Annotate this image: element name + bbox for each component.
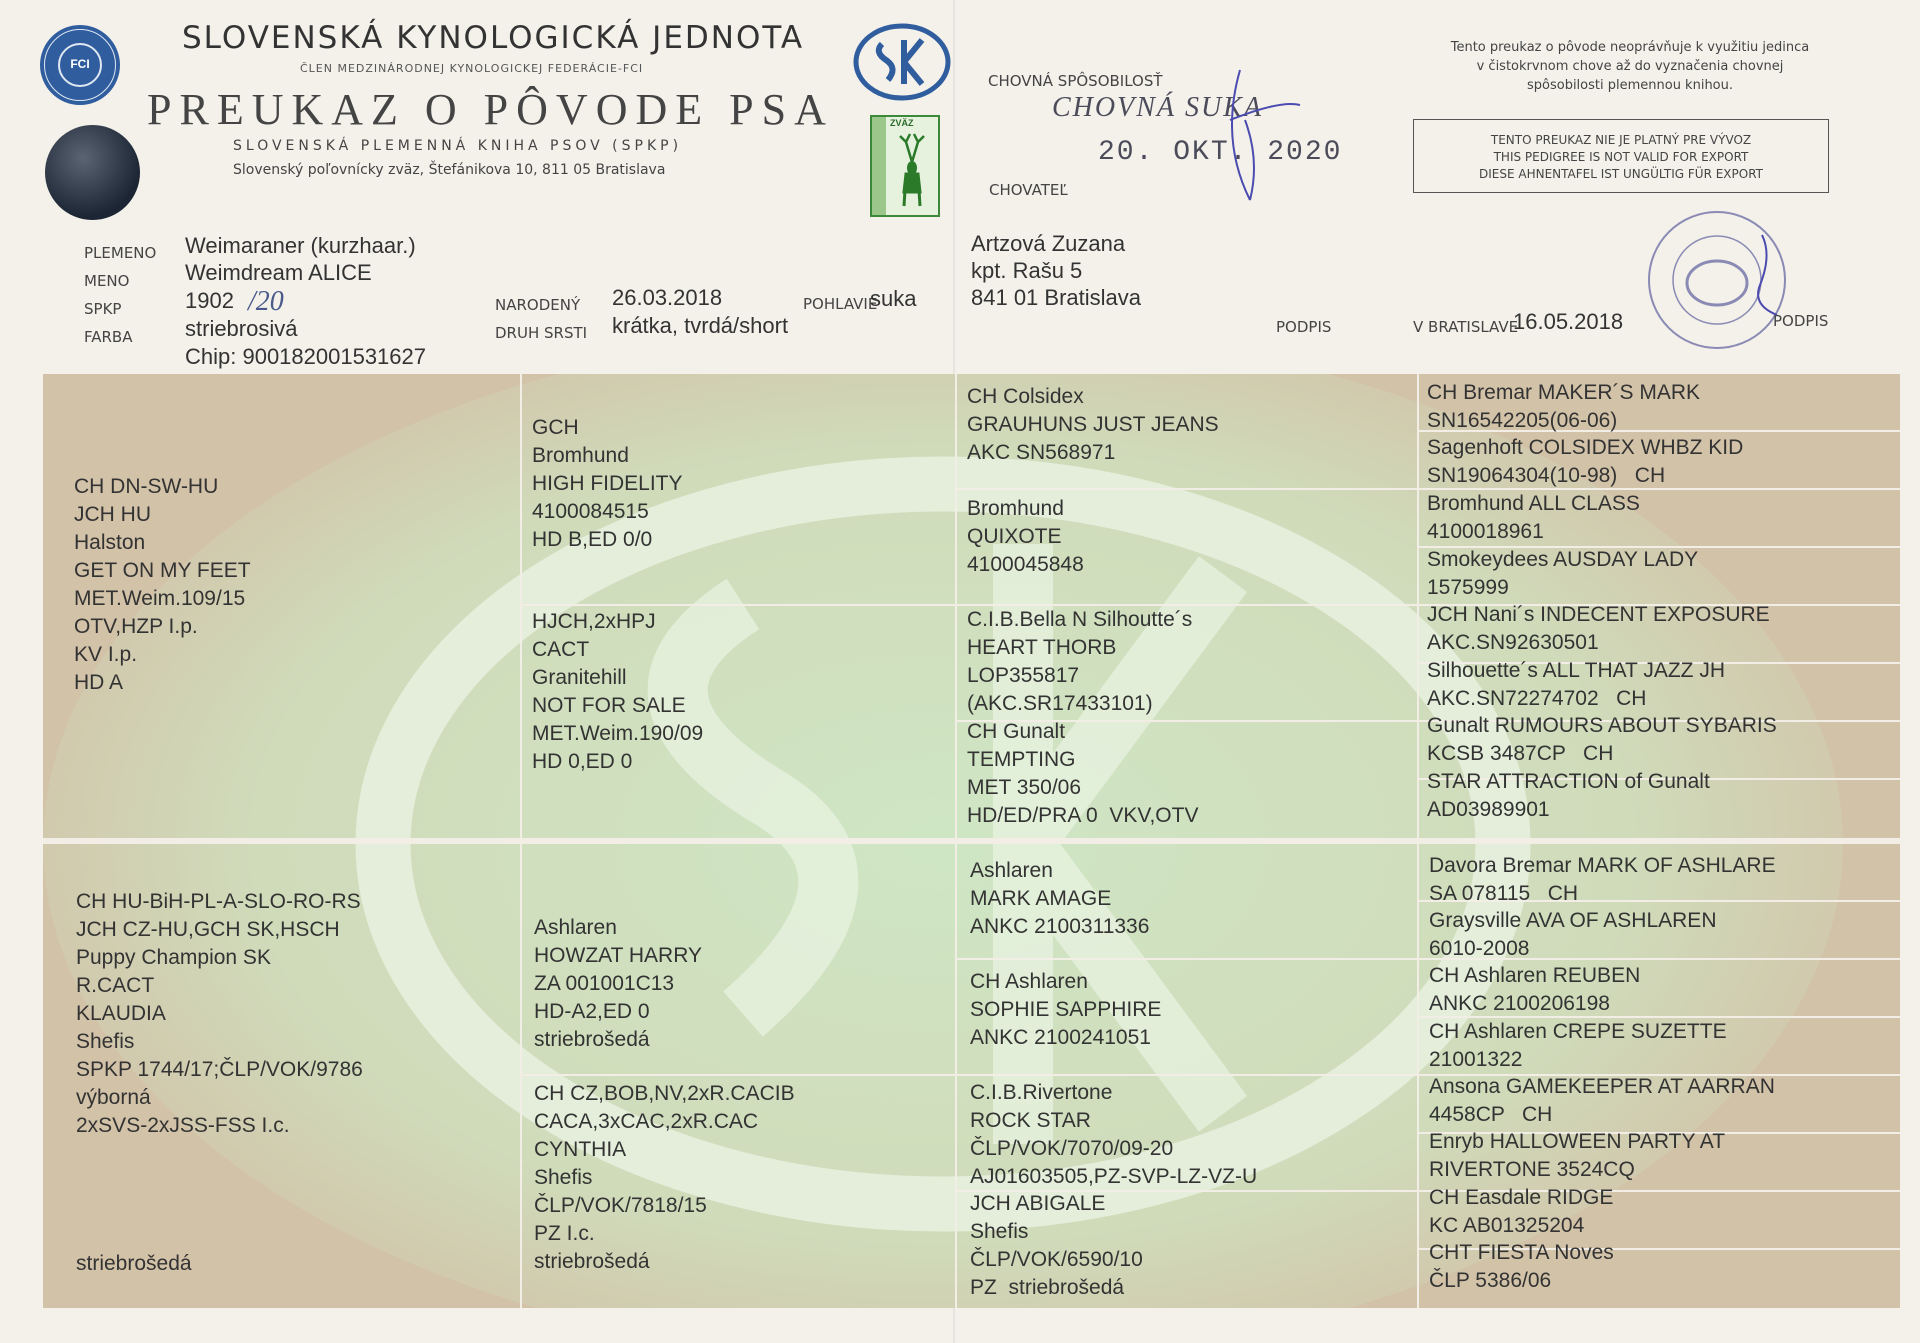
issue-place-label: V BRATISLAVE <box>1413 318 1519 336</box>
g4-cell: STAR ATTRACTION of Gunalt AD03989901 <box>1427 770 1710 821</box>
grid-line <box>43 838 1900 844</box>
organization-name: SLOVENSKÁ KYNOLOGICKÁ JEDNOTA <box>182 20 805 56</box>
g4-cell: CH Easdale RIDGE KC AB01325204 <box>1429 1186 1614 1237</box>
g4-cell: Bromhund ALL CLASS 4100018961 <box>1427 492 1640 543</box>
spkp-label: SPKP <box>84 300 122 318</box>
great-grandparent-cell: CH Colsidex GRAUHUNS JUST JEANS AKC SN568971 <box>967 385 1219 464</box>
color-value: striebrosivá <box>185 316 298 341</box>
grandparent-cell: HJCH,2xHPJ CACT Granitehill NOT FOR SALE MET.Weim.190/09 HD 0,ED 0 <box>532 610 704 773</box>
color-label: FARBA <box>84 328 133 346</box>
coat-label: DRUH SRSTI <box>495 324 588 342</box>
g4-cell: Sagenhoft COLSIDEX WHBZ KID SN19064304(10-98) CH <box>1427 436 1744 487</box>
great-grandparent-cell: Bromhund QUIXOTE 4100045848 <box>967 497 1084 576</box>
fci-logo-text: FCI <box>70 57 90 71</box>
grid-line <box>955 958 1900 960</box>
export-notice-de: DIESE AHNENTAFEL IST UNGÜLTIG FÜR EXPORT <box>1478 167 1763 181</box>
great-grandparent-cell: CH Gunalt TEMPTING MET 350/06 HD/ED/PRA 0 VKV,OTV <box>967 720 1199 827</box>
g4-cell: Ansona GAMEKEEPER AT AARRAN 4458CP CH <box>1429 1075 1775 1126</box>
breeder-street: kpt. Rašu 5 <box>971 258 1083 283</box>
g4-cell: Enryb HALLOWEEN PARTY AT RIVERTONE 3524CQ <box>1429 1130 1726 1181</box>
grandparent-cell: CH CZ,BOB,NV,2xR.CACIB CACA,3xCAC,2xR.CAC CYNTHIA Shefis ČLP/VOK/7818/15 PZ I.c. striebrošedá <box>534 1082 795 1273</box>
breeding-ability-label: CHOVNÁ SPÔSOBILOSŤ <box>988 72 1163 90</box>
registry-address: Slovenský poľovnícky zväz, Štefánikova 10, 811 05 Bratislava <box>233 162 666 178</box>
birth-date: 26.03.2018 <box>612 285 723 310</box>
great-grandparent-cell: Ashlaren MARK AMAGE ANKC 2100311336 <box>970 859 1150 938</box>
export-notice-sk: TENTO PREUKAZ NIE JE PLATNÝ PRE VÝVOZ <box>1490 133 1752 147</box>
registry-seal-stamp <box>1642 205 1792 355</box>
g4-cell: JCH Nani´s INDECENT EXPOSURE AKC.SN92630501 <box>1427 603 1770 654</box>
notice-text: Tento preukaz o pôvode neoprávňuje k využitiu jedinca v čistokrvnom chove až do vyznačenia chovnej spôsobilosti plemennou knihou. <box>1450 40 1810 93</box>
born-label: NARODENÝ <box>495 296 581 314</box>
grandparent-cell: Ashlaren HOWZAT HARRY ZA 001001C13 HD-A2,ED 0 striebrošedá <box>534 916 703 1051</box>
spkp-number: 1902 <box>185 288 234 313</box>
spkp-year-handwritten: /20 <box>248 286 284 317</box>
fci-membership: ČLEN MEDZINÁRODNEJ KYNOLOGICKEJ FEDERÁCIE-FCI <box>300 62 644 75</box>
g4-cell: Gunalt RUMOURS ABOUT SYBARIS KCSB 3487CP CH <box>1427 714 1777 765</box>
export-notice <box>1413 119 1829 193</box>
document-title: PREUKAZ O PÔVODE PSA <box>147 85 834 134</box>
breeding-stamp: CHOVNÁ SUKA <box>1052 92 1263 123</box>
issuer-signature-label: PODPIS <box>1773 312 1829 330</box>
g4-cell: Graysville AVA OF ASHLAREN 6010-2008 <box>1429 909 1717 960</box>
registry-name: SLOVENSKÁ PLEMENNÁ KNIHA PSOV (SPKP) <box>233 138 683 154</box>
breeder-signature-label: PODPIS <box>1276 318 1332 336</box>
export-notice-en: THIS PEDIGREE IS NOT VALID FOR EXPORT <box>1493 150 1749 164</box>
great-grandparent-cell: C.I.B.Bella N Silhoutte´s HEART THORB LOP355817 (AKC.SR17433101) <box>967 608 1193 715</box>
breed-label: PLEMENO <box>84 244 157 262</box>
g4-cell: CH Ashlaren CREPE SUZETTE 21001322 <box>1429 1020 1727 1071</box>
chip-number: Chip: 900182001531627 <box>185 344 427 369</box>
g4-cell: CH Bremar MAKER´S MARK SN16542205(06-06) <box>1427 381 1701 432</box>
svz-logo-strip <box>872 117 886 215</box>
breeding-stamp-date: 20. OKT. 2020 <box>1098 137 1343 168</box>
ski-logo <box>852 22 952 102</box>
sire-cell: CH DN-SW-HU JCH HU Halston GET ON MY FEET MET.Weim.109/15 OTV,HZP I.p. KV I.p. HD A <box>74 475 251 694</box>
dam-cell: CH HU-BiH-PL-A-SLO-RO-RS JCH CZ-HU,GCH SK,HSCH Puppy Champion SK R.CACT KLAUDIA Shefis SPKP 1744/17;ČLP/VOK/9786 výborná 2xSVS-2xJSS-FSS I.c. <box>76 890 363 1137</box>
breeder-name: Artzová Zuzana <box>971 231 1126 256</box>
sex-label: POHLAVIE <box>803 295 878 313</box>
hologram-sticker <box>45 125 140 220</box>
dog-name: Weimdream ALICE <box>185 260 372 285</box>
great-grandparent-cell: CH Ashlaren SOPHIE SAPPHIRE ANKC 2100241051 <box>970 970 1162 1049</box>
coat-value: krátka, tvrdá/short <box>612 313 789 338</box>
handwritten-signature <box>1200 60 1310 210</box>
g4-cell: Smokeydees AUSDAY LADY 1575999 <box>1427 548 1699 599</box>
breeder-city: 841 01 Bratislava <box>971 285 1141 310</box>
great-grandparent-cell: JCH ABIGALE Shefis ČLP/VOK/6590/10 PZ striebrošedá <box>970 1192 1143 1299</box>
issue-date: 16.05.2018 <box>1513 309 1624 334</box>
dam-color: striebrošedá <box>76 1252 192 1275</box>
g4-cell: Silhouette´s ALL THAT JAZZ JH AKC.SN72274702 CH <box>1427 659 1725 710</box>
sex-value: suka <box>870 286 917 311</box>
g4-cell: CH Ashlaren REUBEN ANKC 2100206198 <box>1429 964 1641 1015</box>
g4-cell: Davora Bremar MARK OF ASHLARE SA 078115 CH <box>1429 854 1776 905</box>
g4-cell: CHT FIESTA Noves ČLP 5386/06 <box>1429 1241 1614 1292</box>
breed-value: Weimaraner (kurzhaar.) <box>185 233 416 258</box>
name-label: MENO <box>84 272 130 290</box>
great-grandparent-cell: C.I.B.Rivertone ROCK STAR ČLP/VOK/7070/09-20 AJ01603505,PZ-SVP-LZ-VZ-U <box>970 1081 1258 1188</box>
deer-icon <box>892 132 932 212</box>
grandparent-cell: GCH Bromhund HIGH FIDELITY 4100084515 HD B,ED 0/0 <box>532 416 683 551</box>
breeder-label: CHOVATEĽ <box>989 181 1068 199</box>
svz-logo-text: ZVÄZ <box>890 118 914 128</box>
